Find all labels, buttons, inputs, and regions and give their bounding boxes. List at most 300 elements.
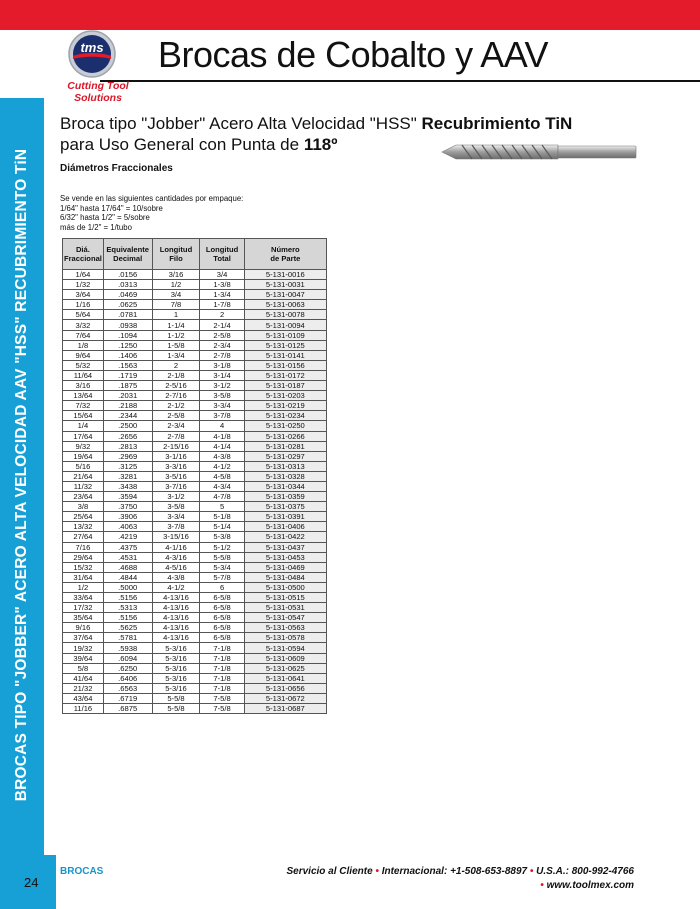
- cell-overall-length: 5-1/8: [200, 512, 244, 522]
- cell-part-number: 5-131-0328: [244, 471, 326, 481]
- cell-flute-length: 1-1/4: [152, 320, 200, 330]
- table-row: [63, 411, 327, 421]
- sidebar-vertical-title: BROCAS TIPO "JOBBER" ACERO ALTA VELOCIDAD AAV "HSS" RECUBRIMIENTO TiN: [13, 148, 30, 802]
- cell-overall-length: 7-5/8: [200, 704, 244, 714]
- table-row: [63, 370, 327, 380]
- cell-part-number: 5-131-0344: [244, 481, 326, 491]
- table-row: [63, 492, 327, 502]
- cell-decimal: .5156: [103, 613, 152, 623]
- cell-flute-length: 1/2: [152, 280, 200, 290]
- cell-decimal: .2188: [103, 401, 152, 411]
- cell-overall-length: 6-5/8: [200, 613, 244, 623]
- table-row: [63, 512, 327, 522]
- cell-decimal: .6250: [103, 663, 152, 673]
- cell-part-number: 5-131-0656: [244, 683, 326, 693]
- cell-flute-length: 4-13/16: [152, 603, 200, 613]
- cell-overall-length: 4-7/8: [200, 492, 244, 502]
- table-row: [63, 572, 327, 582]
- table-row: [63, 552, 327, 562]
- cell-part-number: 5-131-0313: [244, 461, 326, 471]
- cell-flute-length: 4-5/16: [152, 562, 200, 572]
- cell-flute-length: 1-3/4: [152, 350, 200, 360]
- cell-overall-length: 3/4: [200, 270, 244, 280]
- cell-decimal: .5156: [103, 593, 152, 603]
- table-row: [63, 633, 327, 643]
- cell-fraction: 17/64: [63, 431, 104, 441]
- cell-flute-length: 5-3/16: [152, 673, 200, 683]
- cell-part-number: 5-131-0297: [244, 451, 326, 461]
- cell-fraction: 29/64: [63, 552, 104, 562]
- cell-flute-length: 5-5/8: [152, 693, 200, 703]
- cell-decimal: .6719: [103, 693, 152, 703]
- cell-part-number: 5-131-0515: [244, 593, 326, 603]
- cell-flute-length: 3-5/8: [152, 502, 200, 512]
- cell-fraction: 35/64: [63, 613, 104, 623]
- tms-logo: [60, 30, 124, 84]
- cell-flute-length: 3-5/16: [152, 471, 200, 481]
- cell-overall-length: 2: [200, 310, 244, 320]
- website-link[interactable]: www.toolmex.com: [546, 880, 634, 891]
- pack-line: más de 1/2" = 1/tubo: [60, 222, 132, 232]
- cell-part-number: 5-131-0156: [244, 360, 326, 370]
- table-row: [63, 502, 327, 512]
- cell-flute-length: 2-7/16: [152, 391, 200, 401]
- footer-section: BROCAS: [60, 866, 104, 877]
- cell-overall-length: 4-3/8: [200, 451, 244, 461]
- cell-decimal: .6094: [103, 653, 152, 663]
- header-overall-length: Longitud Total: [200, 239, 244, 270]
- product-title-bold: Recubrimiento TiN: [421, 114, 573, 133]
- cell-flute-length: 1: [152, 310, 200, 320]
- product-title-part2: para Uso General con Punta de: [60, 135, 304, 154]
- cell-fraction: 15/64: [63, 411, 104, 421]
- cell-flute-length: 3-7/8: [152, 522, 200, 532]
- table-row: [63, 562, 327, 572]
- cell-overall-length: 3-3/4: [200, 401, 244, 411]
- cell-fraction: 23/64: [63, 492, 104, 502]
- cell-part-number: 5-131-0109: [244, 330, 326, 340]
- cell-overall-length: 5-7/8: [200, 572, 244, 582]
- table-row: [63, 391, 327, 401]
- table-row: [63, 431, 327, 441]
- cell-overall-length: 4-1/2: [200, 461, 244, 471]
- table-row: [63, 481, 327, 491]
- cell-part-number: 5-131-0625: [244, 663, 326, 673]
- cell-part-number: 5-131-0063: [244, 300, 326, 310]
- cell-decimal: .0156: [103, 270, 152, 280]
- cell-part-number: 5-131-0016: [244, 270, 326, 280]
- table-row: [63, 320, 327, 330]
- cell-flute-length: 2-15/16: [152, 441, 200, 451]
- cell-overall-length: 4-3/4: [200, 481, 244, 491]
- cell-part-number: 5-131-0078: [244, 310, 326, 320]
- table-row: [63, 300, 327, 310]
- cell-part-number: 5-131-0672: [244, 693, 326, 703]
- cell-overall-length: 4-1/8: [200, 431, 244, 441]
- cell-overall-length: 2-5/8: [200, 330, 244, 340]
- cell-decimal: .4375: [103, 542, 152, 552]
- cell-overall-length: 6: [200, 582, 244, 592]
- page-title: Brocas de Cobalto y AAV: [158, 34, 549, 75]
- cell-fraction: 1/16: [63, 300, 104, 310]
- cell-part-number: 5-131-0031: [244, 280, 326, 290]
- tagline-line1: Cutting Tool: [67, 80, 129, 92]
- table-row: [63, 401, 327, 411]
- cell-flute-length: 3-7/16: [152, 481, 200, 491]
- top-red-band: [0, 0, 700, 30]
- cell-flute-length: 3-15/16: [152, 532, 200, 542]
- cell-flute-length: 4-13/16: [152, 613, 200, 623]
- cell-overall-length: 3-7/8: [200, 411, 244, 421]
- cell-decimal: .5000: [103, 582, 152, 592]
- cell-part-number: 5-131-0266: [244, 431, 326, 441]
- cell-overall-length: 6-5/8: [200, 623, 244, 633]
- cell-part-number: 5-131-0391: [244, 512, 326, 522]
- cell-decimal: .0781: [103, 310, 152, 320]
- cell-flute-length: 4-13/16: [152, 633, 200, 643]
- cell-overall-length: 2-7/8: [200, 350, 244, 360]
- cell-overall-length: 5-1/4: [200, 522, 244, 532]
- cell-fraction: 7/64: [63, 330, 104, 340]
- table-row: [63, 310, 327, 320]
- cell-overall-length: 3-1/4: [200, 370, 244, 380]
- table-row: [63, 350, 327, 360]
- cell-overall-length: 2-1/4: [200, 320, 244, 330]
- cell-flute-length: 3/16: [152, 270, 200, 280]
- cell-flute-length: 4-1/16: [152, 542, 200, 552]
- cell-part-number: 5-131-0437: [244, 542, 326, 552]
- bullet: •: [529, 866, 534, 877]
- table-row: [63, 441, 327, 451]
- cell-part-number: 5-131-0500: [244, 582, 326, 592]
- cell-overall-length: 4-1/4: [200, 441, 244, 451]
- cell-part-number: 5-131-0094: [244, 320, 326, 330]
- footer-contact: [286, 866, 634, 877]
- cell-part-number: 5-131-0687: [244, 704, 326, 714]
- header-fraction: Diá. Fraccional: [63, 239, 104, 270]
- cell-flute-length: 2-7/8: [152, 431, 200, 441]
- page-number: 24: [24, 875, 39, 890]
- cell-fraction: 37/64: [63, 633, 104, 643]
- table-header-row: [63, 239, 327, 270]
- cell-fraction: 11/32: [63, 481, 104, 491]
- header-flute-length: Longitud Filo: [152, 239, 200, 270]
- cell-fraction: 9/16: [63, 623, 104, 633]
- table-row: [63, 280, 327, 290]
- header-decimal: Equivalente Decimal: [103, 239, 152, 270]
- product-title-angle: 118º: [303, 135, 338, 154]
- table-row: [63, 532, 327, 542]
- cell-fraction: 9/64: [63, 350, 104, 360]
- table-row: [63, 623, 327, 633]
- cell-flute-length: 2-5/8: [152, 411, 200, 421]
- cell-decimal: .3438: [103, 481, 152, 491]
- table-row: [63, 330, 327, 340]
- header-part-number: Número de Parte: [244, 239, 326, 270]
- cell-fraction: 33/64: [63, 593, 104, 603]
- cell-decimal: .0469: [103, 290, 152, 300]
- cell-part-number: 5-131-0641: [244, 673, 326, 683]
- cell-decimal: .3281: [103, 471, 152, 481]
- cell-fraction: 7/32: [63, 401, 104, 411]
- cell-overall-length: 3-5/8: [200, 391, 244, 401]
- cell-flute-length: 1-1/2: [152, 330, 200, 340]
- cell-part-number: 5-131-0375: [244, 502, 326, 512]
- cell-decimal: .1250: [103, 340, 152, 350]
- cell-part-number: 5-131-0484: [244, 572, 326, 582]
- cell-overall-length: 2-3/4: [200, 340, 244, 350]
- cell-decimal: .2656: [103, 431, 152, 441]
- cell-flute-length: 2-1/8: [152, 370, 200, 380]
- cell-fraction: 1/64: [63, 270, 104, 280]
- cell-fraction: 25/64: [63, 512, 104, 522]
- cell-part-number: 5-131-0141: [244, 350, 326, 360]
- cell-decimal: .5313: [103, 603, 152, 613]
- cell-overall-length: 6-5/8: [200, 633, 244, 643]
- cell-decimal: .4219: [103, 532, 152, 542]
- packaging-info: [60, 194, 243, 232]
- cell-overall-length: 1-7/8: [200, 300, 244, 310]
- cell-decimal: .0625: [103, 300, 152, 310]
- table-row: [63, 451, 327, 461]
- cell-flute-length: 2-3/4: [152, 421, 200, 431]
- cell-flute-length: 4-1/2: [152, 582, 200, 592]
- cell-fraction: 3/8: [63, 502, 104, 512]
- cell-decimal: .0313: [103, 280, 152, 290]
- cell-fraction: 1/8: [63, 340, 104, 350]
- cell-flute-length: 2: [152, 360, 200, 370]
- cell-fraction: 21/32: [63, 683, 104, 693]
- table-row: [63, 613, 327, 623]
- cell-overall-length: 5-1/2: [200, 542, 244, 552]
- cell-part-number: 5-131-0125: [244, 340, 326, 350]
- cell-part-number: 5-131-0234: [244, 411, 326, 421]
- cell-flute-length: 3/4: [152, 290, 200, 300]
- cell-decimal: .6563: [103, 683, 152, 693]
- cell-decimal: .0938: [103, 320, 152, 330]
- cell-part-number: 5-131-0203: [244, 391, 326, 401]
- cell-decimal: .2813: [103, 441, 152, 451]
- table-row: [63, 663, 327, 673]
- cell-part-number: 5-131-0359: [244, 492, 326, 502]
- cell-part-number: 5-131-0469: [244, 562, 326, 572]
- cell-decimal: .1875: [103, 381, 152, 391]
- cell-flute-length: 4-13/16: [152, 623, 200, 633]
- table-row: [63, 340, 327, 350]
- cell-part-number: 5-131-0563: [244, 623, 326, 633]
- cell-decimal: .5625: [103, 623, 152, 633]
- cell-flute-length: 2-1/2: [152, 401, 200, 411]
- cell-part-number: 5-131-0547: [244, 613, 326, 623]
- tagline-line2: Solutions: [74, 92, 122, 104]
- bullet: •: [375, 866, 379, 877]
- cell-fraction: 43/64: [63, 693, 104, 703]
- cell-overall-length: 5-3/8: [200, 532, 244, 542]
- cell-fraction: 3/16: [63, 381, 104, 391]
- cell-part-number: 5-131-0281: [244, 441, 326, 451]
- table-row: [63, 653, 327, 663]
- table-row: [63, 542, 327, 552]
- cell-decimal: .5781: [103, 633, 152, 643]
- cell-decimal: .3594: [103, 492, 152, 502]
- cell-flute-length: 4-3/8: [152, 572, 200, 582]
- cell-overall-length: 7-1/8: [200, 643, 244, 653]
- table-row: [63, 461, 327, 471]
- cell-overall-length: 1-3/4: [200, 290, 244, 300]
- bullet: •: [540, 880, 544, 891]
- cell-decimal: .6875: [103, 704, 152, 714]
- pack-line: 1/64" hasta 17/64" = 10/sobre: [60, 203, 163, 213]
- cell-flute-length: 4-3/16: [152, 552, 200, 562]
- contact-international: Internacional: +1-508-653-8897: [381, 866, 528, 877]
- table-row: [63, 673, 327, 683]
- cell-fraction: 1/2: [63, 582, 104, 592]
- cell-decimal: .1719: [103, 370, 152, 380]
- drill-bit-image: [438, 137, 638, 167]
- cell-decimal: .1563: [103, 360, 152, 370]
- tms-logo-icon: [60, 30, 124, 84]
- cell-fraction: 9/32: [63, 441, 104, 451]
- table-row: [63, 643, 327, 653]
- table-row: [63, 522, 327, 532]
- cell-flute-length: 5-3/16: [152, 683, 200, 693]
- cell-part-number: 5-131-0250: [244, 421, 326, 431]
- pack-line: Se vende en las siguientes cantidades por empaque:: [60, 194, 244, 203]
- cell-overall-length: 6-5/8: [200, 593, 244, 603]
- cell-overall-length: 4: [200, 421, 244, 431]
- cell-decimal: .1094: [103, 330, 152, 340]
- cell-flute-length: 5-5/8: [152, 704, 200, 714]
- cell-overall-length: 4-5/8: [200, 471, 244, 481]
- cell-part-number: 5-131-0578: [244, 633, 326, 643]
- table-row: [63, 290, 327, 300]
- cell-flute-length: 5-3/16: [152, 643, 200, 653]
- cell-part-number: 5-131-0531: [244, 603, 326, 613]
- cell-fraction: 7/16: [63, 542, 104, 552]
- cell-overall-length: 7-1/8: [200, 673, 244, 683]
- cell-flute-length: 2-5/16: [152, 381, 200, 391]
- cell-decimal: .2500: [103, 421, 152, 431]
- cell-fraction: 17/32: [63, 603, 104, 613]
- table-row: [63, 683, 327, 693]
- cell-part-number: 5-131-0453: [244, 552, 326, 562]
- section-label: Diámetros Fraccionales: [60, 163, 173, 174]
- cell-decimal: .4688: [103, 562, 152, 572]
- cell-decimal: .4531: [103, 552, 152, 562]
- cell-fraction: 21/64: [63, 471, 104, 481]
- cell-fraction: 11/16: [63, 704, 104, 714]
- table-row: [63, 421, 327, 431]
- cell-fraction: 5/32: [63, 360, 104, 370]
- cell-fraction: 13/32: [63, 522, 104, 532]
- cell-part-number: 5-131-0172: [244, 370, 326, 380]
- cell-flute-length: 1-5/8: [152, 340, 200, 350]
- footer-website[interactable]: [540, 880, 634, 891]
- cell-part-number: 5-131-0422: [244, 532, 326, 542]
- cell-fraction: 31/64: [63, 572, 104, 582]
- cell-fraction: 5/64: [63, 310, 104, 320]
- cell-decimal: .3906: [103, 512, 152, 522]
- table-row: [63, 360, 327, 370]
- product-title-part1: Broca tipo "Jobber" Acero Alta Velocidad "HSS": [60, 114, 422, 133]
- table-row: [63, 471, 327, 481]
- cell-decimal: .2344: [103, 411, 152, 421]
- cell-overall-length: 7-1/8: [200, 663, 244, 673]
- cell-overall-length: 5-3/4: [200, 562, 244, 572]
- cell-fraction: 19/32: [63, 643, 104, 653]
- cell-fraction: 19/64: [63, 451, 104, 461]
- cell-fraction: 13/64: [63, 391, 104, 401]
- cell-fraction: 5/16: [63, 461, 104, 471]
- cell-overall-length: 3-1/2: [200, 381, 244, 391]
- cell-overall-length: 5-5/8: [200, 552, 244, 562]
- cell-part-number: 5-131-0219: [244, 401, 326, 411]
- cell-overall-length: 6-5/8: [200, 603, 244, 613]
- cell-flute-length: 3-1/16: [152, 451, 200, 461]
- logo-text: tms: [80, 40, 104, 55]
- table-row: [63, 582, 327, 592]
- cell-flute-length: 3-3/16: [152, 461, 200, 471]
- table-row: [63, 603, 327, 613]
- table-row: [63, 381, 327, 391]
- pack-line: 6/32" hasta 1/2" = 5/sobre: [60, 213, 150, 223]
- cell-overall-length: 7-1/8: [200, 683, 244, 693]
- cell-overall-length: 7-5/8: [200, 693, 244, 703]
- cell-decimal: .6406: [103, 673, 152, 683]
- cell-part-number: 5-131-0047: [244, 290, 326, 300]
- contact-usa: U.S.A.: 800-992-4766: [536, 866, 634, 877]
- cell-fraction: 3/64: [63, 290, 104, 300]
- table-row: [63, 270, 327, 280]
- cell-decimal: .3750: [103, 502, 152, 512]
- cell-decimal: .4063: [103, 522, 152, 532]
- cell-flute-length: 7/8: [152, 300, 200, 310]
- cell-fraction: 3/32: [63, 320, 104, 330]
- cell-part-number: 5-131-0187: [244, 381, 326, 391]
- drill-size-table: [62, 238, 327, 714]
- cell-decimal: .3125: [103, 461, 152, 471]
- cell-flute-length: 3-3/4: [152, 512, 200, 522]
- table-row: [63, 593, 327, 603]
- table-row: [63, 693, 327, 703]
- cell-decimal: .2969: [103, 451, 152, 461]
- cell-fraction: 1/4: [63, 421, 104, 431]
- cell-part-number: 5-131-0406: [244, 522, 326, 532]
- cell-fraction: 27/64: [63, 532, 104, 542]
- cell-overall-length: 3-1/8: [200, 360, 244, 370]
- cell-decimal: .2031: [103, 391, 152, 401]
- cell-flute-length: 5-3/16: [152, 663, 200, 673]
- logo-tagline: [53, 80, 143, 104]
- cell-decimal: .4844: [103, 572, 152, 582]
- cell-flute-length: 5-3/16: [152, 653, 200, 663]
- cell-fraction: 5/8: [63, 663, 104, 673]
- table-row: [63, 704, 327, 714]
- cell-fraction: 1/32: [63, 280, 104, 290]
- cell-fraction: 41/64: [63, 673, 104, 683]
- cell-fraction: 39/64: [63, 653, 104, 663]
- cell-overall-length: 5: [200, 502, 244, 512]
- cell-overall-length: 7-1/8: [200, 653, 244, 663]
- cell-overall-length: 1-3/8: [200, 280, 244, 290]
- cell-part-number: 5-131-0609: [244, 653, 326, 663]
- cell-fraction: 15/32: [63, 562, 104, 572]
- cell-flute-length: 3-1/2: [152, 492, 200, 502]
- cell-decimal: .5938: [103, 643, 152, 653]
- cell-fraction: 11/64: [63, 370, 104, 380]
- cell-decimal: .1406: [103, 350, 152, 360]
- contact-service: Servicio al Cliente: [286, 866, 373, 877]
